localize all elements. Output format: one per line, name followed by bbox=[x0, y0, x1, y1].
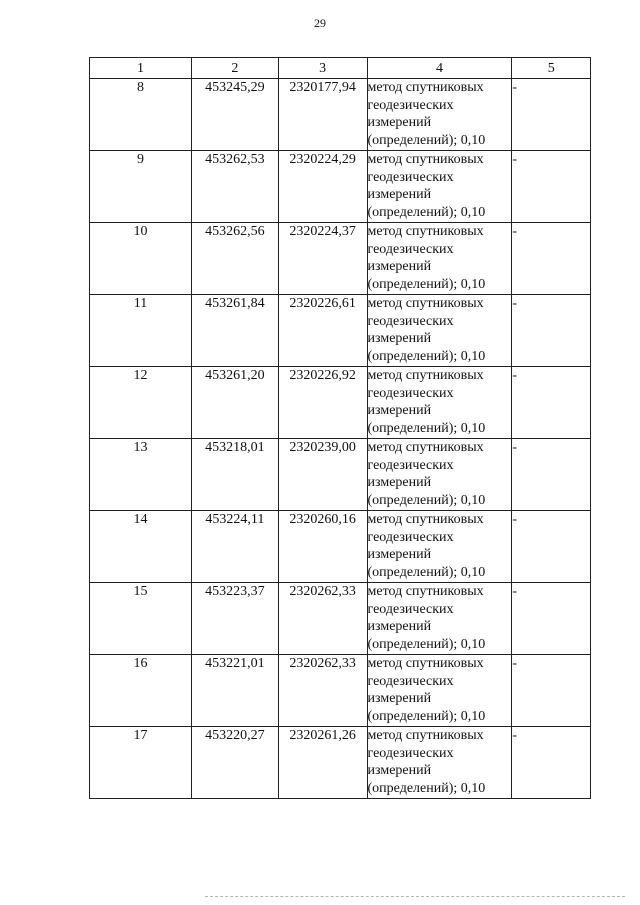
table-body bbox=[90, 79, 591, 799]
point-number-cell: 11 bbox=[90, 295, 192, 367]
method-cell: метод спутниковых геодезических измерений (определений); 0,10 bbox=[367, 511, 512, 583]
point-number-cell: 12 bbox=[90, 367, 192, 439]
point-number-cell: 14 bbox=[90, 511, 192, 583]
table-row bbox=[90, 79, 591, 151]
point-number-cell: 8 bbox=[90, 79, 192, 151]
coordinate-y-cell: 2320260,16 bbox=[278, 511, 367, 583]
coordinate-x-cell: 453223,37 bbox=[192, 583, 279, 655]
note-cell: - bbox=[512, 151, 591, 223]
note-cell: - bbox=[512, 295, 591, 367]
header-col-5: 5 bbox=[512, 58, 591, 79]
method-cell: метод спутниковых геодезических измерений (определений); 0,10 bbox=[367, 295, 512, 367]
coordinates-table bbox=[89, 57, 591, 799]
method-cell: метод спутниковых геодезических измерений (определений); 0,10 bbox=[367, 439, 512, 511]
coordinate-y-cell: 2320262,33 bbox=[278, 655, 367, 727]
table-row bbox=[90, 727, 591, 799]
method-cell: метод спутниковых геодезических измерений (определений); 0,10 bbox=[367, 655, 512, 727]
coordinate-x-cell: 453245,29 bbox=[192, 79, 279, 151]
note-cell: - bbox=[512, 367, 591, 439]
coordinate-y-cell: 2320226,61 bbox=[278, 295, 367, 367]
table-row bbox=[90, 295, 591, 367]
header-col-1: 1 bbox=[90, 58, 192, 79]
note-cell: - bbox=[512, 583, 591, 655]
note-cell: - bbox=[512, 439, 591, 511]
header-col-3: 3 bbox=[278, 58, 367, 79]
coordinate-y-cell: 2320239,00 bbox=[278, 439, 367, 511]
note-cell: - bbox=[512, 223, 591, 295]
page-number: 29 bbox=[314, 16, 326, 30]
point-number-cell: 9 bbox=[90, 151, 192, 223]
coordinate-y-cell: 2320224,37 bbox=[278, 223, 367, 295]
method-cell: метод спутниковых геодезических измерений (определений); 0,10 bbox=[367, 367, 512, 439]
coordinate-y-cell: 2320262,33 bbox=[278, 583, 367, 655]
coordinate-y-cell: 2320261,26 bbox=[278, 727, 367, 799]
footer-scan-marks bbox=[205, 896, 625, 901]
table-row bbox=[90, 655, 591, 727]
table-row bbox=[90, 151, 591, 223]
point-number-cell: 15 bbox=[90, 583, 192, 655]
coordinate-y-cell: 2320177,94 bbox=[278, 79, 367, 151]
table-header-row bbox=[90, 58, 591, 79]
header-col-4: 4 bbox=[367, 58, 512, 79]
point-number-cell: 16 bbox=[90, 655, 192, 727]
table-row bbox=[90, 439, 591, 511]
coordinate-x-cell: 453224,11 bbox=[192, 511, 279, 583]
method-cell: метод спутниковых геодезических измерений (определений); 0,10 bbox=[367, 727, 512, 799]
method-cell: метод спутниковых геодезических измерений (определений); 0,10 bbox=[367, 79, 512, 151]
table-row bbox=[90, 367, 591, 439]
coordinate-x-cell: 453261,20 bbox=[192, 367, 279, 439]
point-number-cell: 17 bbox=[90, 727, 192, 799]
note-cell: - bbox=[512, 511, 591, 583]
method-cell: метод спутниковых геодезических измерений (определений); 0,10 bbox=[367, 223, 512, 295]
header-col-2: 2 bbox=[192, 58, 279, 79]
coordinate-x-cell: 453220,27 bbox=[192, 727, 279, 799]
coordinate-x-cell: 453218,01 bbox=[192, 439, 279, 511]
table-row bbox=[90, 223, 591, 295]
method-cell: метод спутниковых геодезических измерений (определений); 0,10 bbox=[367, 151, 512, 223]
coordinate-y-cell: 2320224,29 bbox=[278, 151, 367, 223]
coordinate-x-cell: 453262,53 bbox=[192, 151, 279, 223]
table-row bbox=[90, 583, 591, 655]
coordinate-y-cell: 2320226,92 bbox=[278, 367, 367, 439]
note-cell: - bbox=[512, 727, 591, 799]
point-number-cell: 13 bbox=[90, 439, 192, 511]
table-row bbox=[90, 511, 591, 583]
coordinate-x-cell: 453261,84 bbox=[192, 295, 279, 367]
point-number-cell: 10 bbox=[90, 223, 192, 295]
note-cell: - bbox=[512, 79, 591, 151]
method-cell: метод спутниковых геодезических измерений (определений); 0,10 bbox=[367, 583, 512, 655]
coordinate-x-cell: 453262,56 bbox=[192, 223, 279, 295]
note-cell: - bbox=[512, 655, 591, 727]
coordinate-x-cell: 453221,01 bbox=[192, 655, 279, 727]
